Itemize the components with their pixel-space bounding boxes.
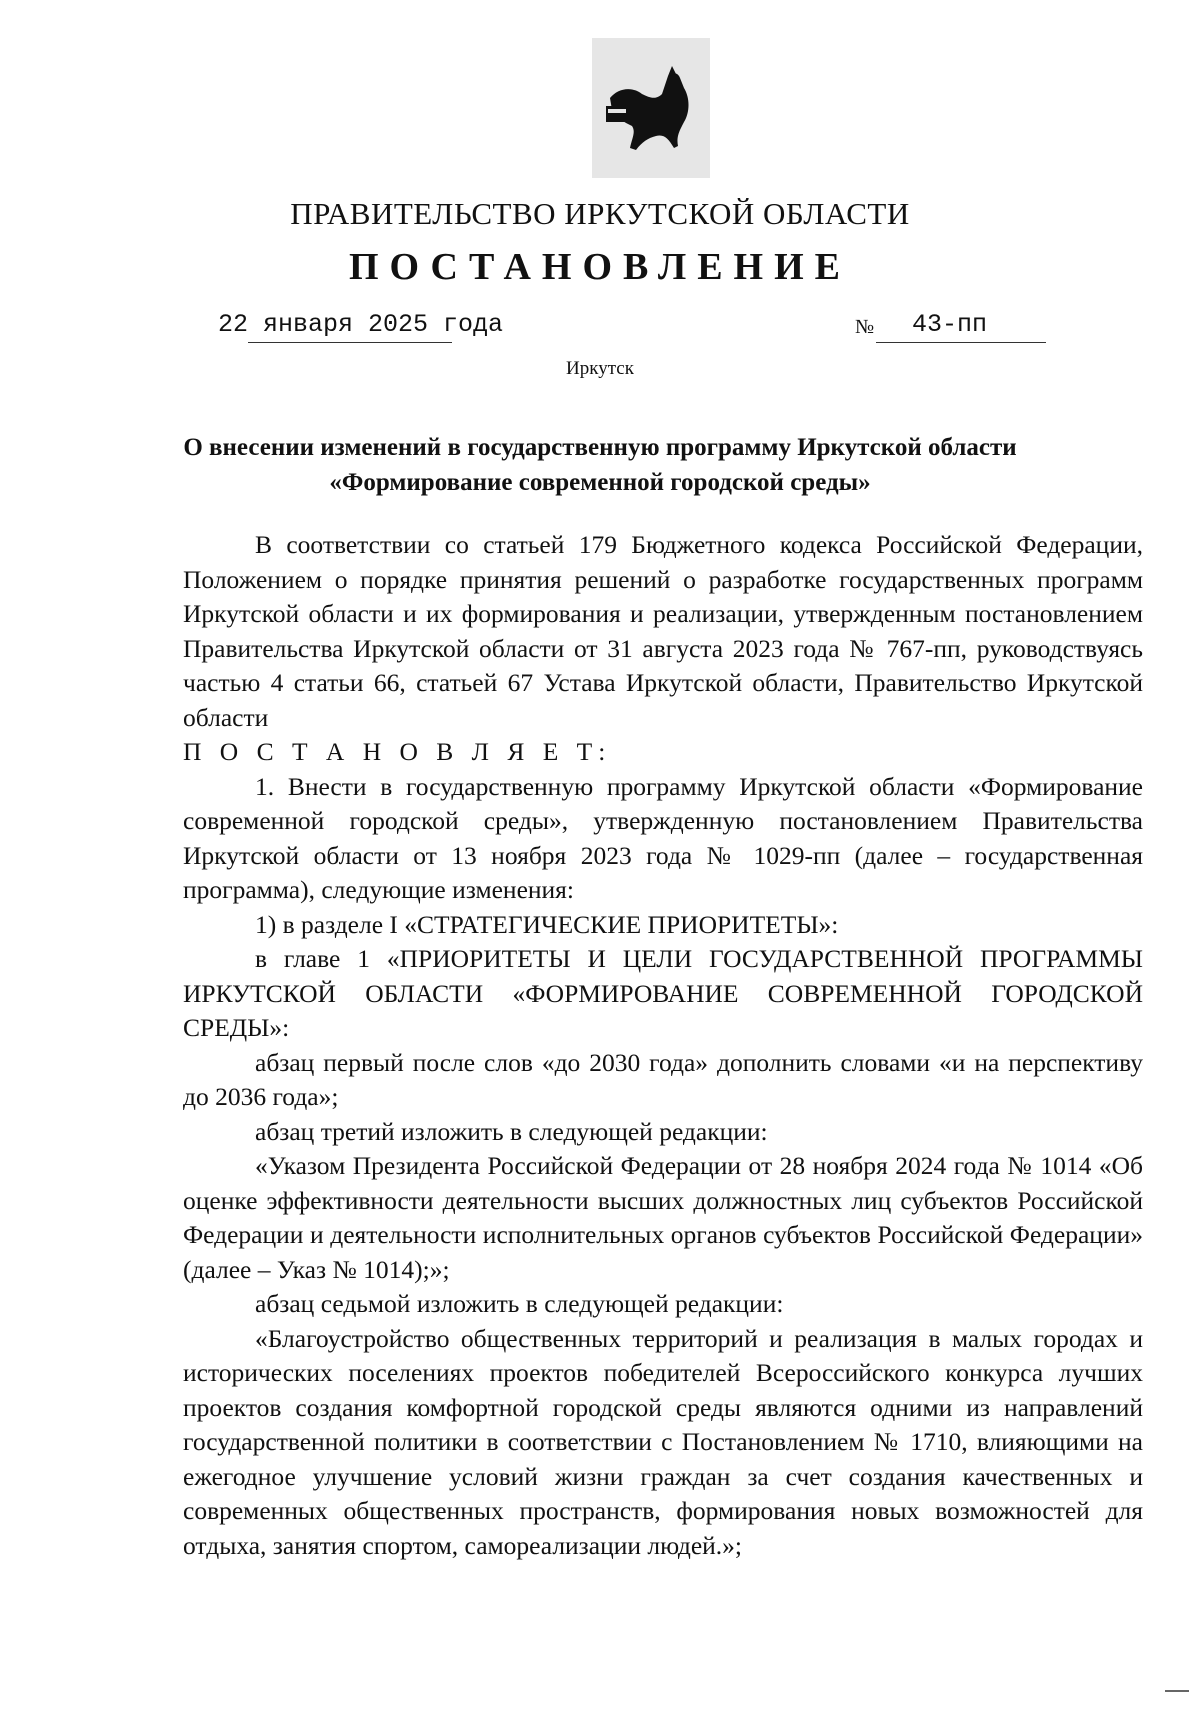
number-underline xyxy=(876,342,1046,343)
document-type: ПОСТАНОВЛЕНИЕ xyxy=(348,246,852,288)
preamble-paragraph: В соответствии со статьей 179 Бюджетного кодекса Российской Федерации, Положением о порядке принятия решений о разработке государственных программ Иркутской области и их формирования и реализации, утвержденным постановлением Правительства Иркутской области от 31 августа 2023 года № 767-пп, руководствуясь частью 4 статьи 66, статьей 67 Устава Иркутской области, Правительство Иркутской области xyxy=(183,530,1143,732)
paragraph-third-text: «Указом Президента Российской Федерации от 28 ноября 2024 года № 1014 «Об оценке эффективности деятельности высших должностных лиц субъектов Российской Федерации и деятельности исполнительных органов субъектов Российской Федерации» (далее – Указ № 1014);»; xyxy=(183,1151,1143,1284)
document-number: 43-пп xyxy=(912,310,988,339)
corner-mark xyxy=(1165,1690,1189,1692)
title-line-2: «Формирование современной городской среды» xyxy=(329,469,871,496)
item-1-paragraph: 1. Внести в государственную программу Иркутской области «Формирование современной городской среды», утвержденную постановлением Правительства Иркутской области от 13 ноября 2023 года № 1029-пп (далее – государственная программа), следующие изменения: xyxy=(183,771,1143,904)
resolves-heading: П О С Т А Н О В Л Я Е Т: xyxy=(183,737,612,766)
title-line-1: О внесении изменений в государственную программу Иркутской области xyxy=(183,434,1017,461)
document-body xyxy=(183,528,1143,1563)
government-name: ПРАВИТЕЛЬСТВО ИРКУТСКОЙ ОБЛАСТИ xyxy=(290,196,910,231)
document-title xyxy=(150,430,1050,500)
paragraph-third-intro: абзац третий изложить в следующей редакции: xyxy=(255,1116,768,1146)
paragraph-first-amendment: абзац первый после слов «до 2030 года» дополнить словами «и на перспективу до 2036 года»; xyxy=(183,1047,1143,1111)
city: Иркутск xyxy=(566,358,634,379)
date-underline xyxy=(248,342,452,343)
paragraph-seventh-intro: абзац седьмой изложить в следующей редакции: xyxy=(255,1289,784,1318)
subitem-1-paragraph: 1) в разделе I «СТРАТЕГИЧЕСКИЕ ПРИОРИТЕТЫ»: xyxy=(255,909,839,939)
chapter-1-paragraph: в главе 1 «ПРИОРИТЕТЫ И ЦЕЛИ ГОСУДАРСТВЕННОЙ ПРОГРАММЫ ИРКУТСКОЙ ОБЛАСТИ «ФОРМИРОВАНИЕ СОВРЕМЕННОЙ ГОРОДСКОЙ СРЕДЫ»: xyxy=(183,944,1143,1042)
paragraph-seventh-text: «Благоустройство общественных территорий и реализация в малых городах и исторических поселениях проектов победителей Всероссийского конкурса лучших проектов создания комфортной городской среды являются одними из направлений государственной политики в соответствии с Постановлением № 1710, влияющими на ежегодное улучшение условий жизни граждан за счет создания качественных и современных общественных пространств, формирования новых возможностей для отдыха, занятия спортом, самореализации людей.»; xyxy=(183,1323,1143,1560)
number-label: № xyxy=(855,316,875,338)
document-date: 22 января 2025 года xyxy=(218,310,504,339)
emblem-seal xyxy=(592,38,710,178)
